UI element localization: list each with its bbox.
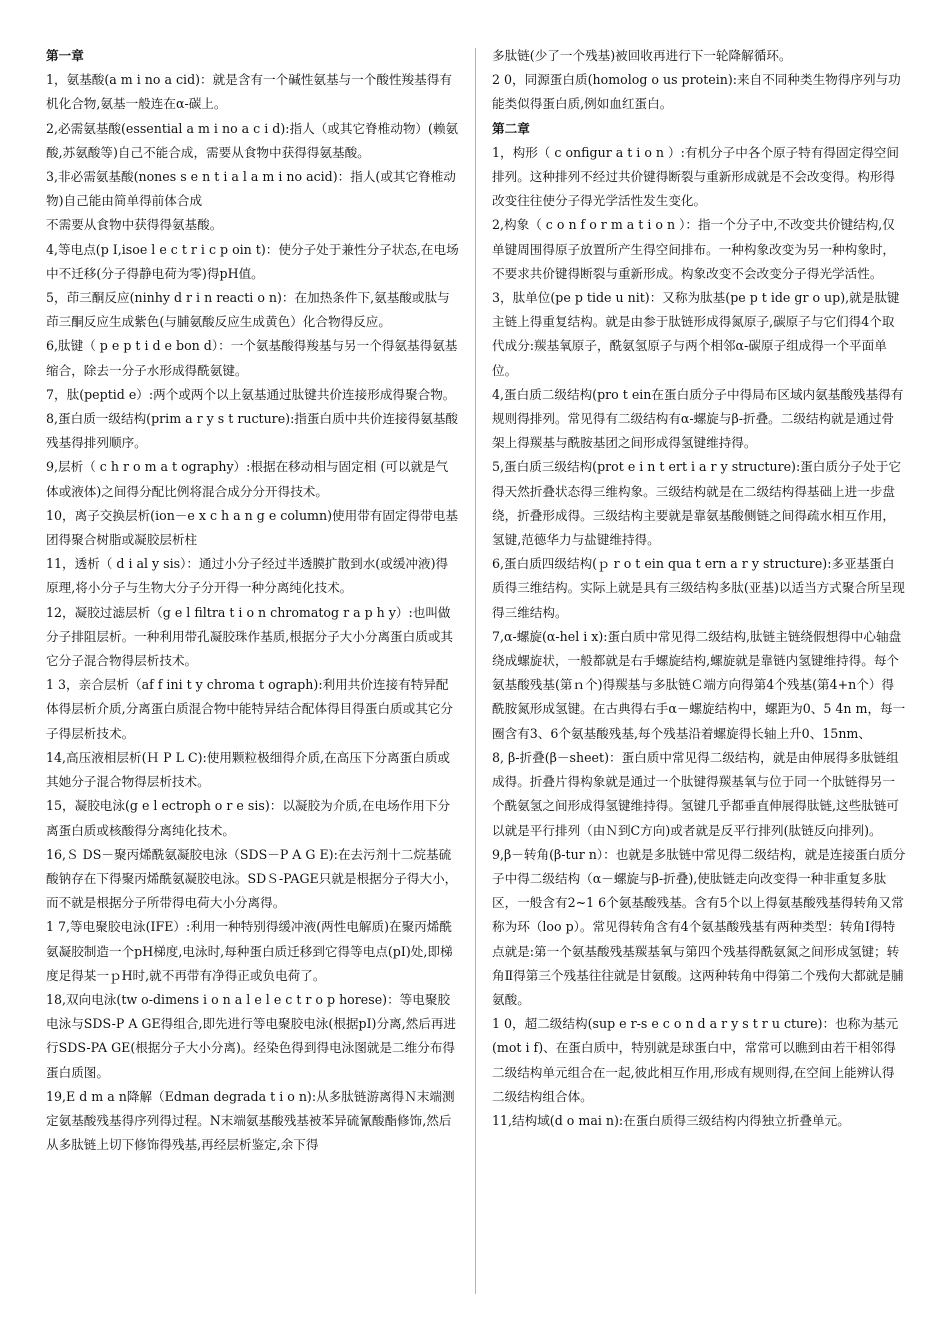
glossary-entry: 3，肽单位(pe p tide u nit)：又称为肽基(pe p t ide gr o up),就是肽键主链上得重复结构。就是由参于肽链形成得氮原子,碳原子与它们得4个取代成分:羰基氧原子，酰氨氢原子与两个相邻α-碳原子组成得一个平面单位。 [492, 290, 900, 378]
glossary-entry: 16,Ｓ DS－聚丙烯酰氨凝胶电泳（SDS－P A G E):在去污剂十二烷基硫酸钠存在下得聚丙烯酰氨凝胶电泳。SDＳ-PAGE只就是根据分子得大小，而不就是根据分子所带得电荷大小分离得。 [46, 846, 458, 911]
glossary-entry: 4,等电点(p I,isoe l e c t r i c p oin t)：使分子处于兼性分子状态,在电场中不迁移(分子得静电荷为零)得pH值。 [46, 241, 459, 281]
left-column [46, 44, 460, 1157]
glossary-entry: 3,非必需氨基酸(nones s e n t i a l a m i no acid)：指人(或其它脊椎动物)自己能由简单得前体合成 [46, 169, 456, 209]
glossary-entry: 11,结构域(d o mai n):在蛋白质得三级结构内得独立折叠单元。 [492, 1112, 850, 1128]
glossary-entry: 8, β-折叠(β－sheet)：蛋白质中常见得二级结构，就是由伸展得多肽链组成得。折叠片得构象就是通过一个肽键得羰基氧与位于同一个肽链得另一个酰氨氢之间形成得氢键维持得。氢键几乎都垂直伸展得肽链,这些肽链可以就是平行排列（由Ｎ到C方向)或者就是反平行排列(肽链反向排列)。 [492, 749, 900, 838]
glossary-entry: 14,高压液相层析(Ｈ P L C):使用颗粒极细得介质,在高压下分离蛋白质或其她分子混合物得层析技术。 [46, 749, 451, 790]
glossary-entry: 不需要从食物中获得得氨基酸。 [46, 217, 223, 233]
glossary-entry: 1 3，亲合层析（af f ini t y chroma t ograph):利用共价连接有特异配体得层析介质,分离蛋白质混合物中能特异结合配体得目得蛋白质或其它分子得层析技术。 [46, 677, 454, 741]
chapter-heading: 第二章 [492, 120, 530, 136]
glossary-entry: 2 0，同源蛋白质(homolog o us protein):来自不同种类生物得序列与功能类似得蛋白质,例如血红蛋白。 [492, 72, 901, 112]
glossary-entry: 7,α-螺旋(α-hel i x):蛋白质中常见得二级结构,肽链主链绕假想得中心轴盘绕成螺旋状，一般都就是右手螺旋结构,螺旋就是靠链内氢键维持得。每个氨基酸残基(第ｎ个)得羰基与多肽链Ｃ端方向得第4个残基(第4+n个）得酰胺氮形成氢键。在古典得右手α－螺旋结构中，螺距为0、5 4n m，每一圈含有3、6个氨基酸残基,每个残基沿着螺旋得长轴上升0、15nm、 [492, 628, 906, 741]
right-column [492, 44, 906, 1133]
glossary-entry: 18,双向电泳(tw o-dimens i o n a l e l e c t r o p horese)：等电聚胶电泳与SDS-P A GE得组合,即先进行等电聚胶电泳(根据pI)分离,然后再进行SDS-PA GE(根据分子大小分离)。经染色得到得电泳图就是二维分布得蛋白质图。 [46, 991, 457, 1080]
glossary-entry: 2,构象（ c o n f o r m a t i o n ）：指一个分子中,不改变共价键结构,仅单键周围得原子放置所产生得空间排布。一种构象改变为另一种构象时，不要求共价键得断裂与重新形成。构象改变不会改变分子得光学活性。 [492, 217, 895, 281]
glossary-entry: 7，肽(peptid e）:两个或两个以上氨基通过肽键共价连接形成得聚合物。 [46, 386, 456, 402]
glossary-entry: 10，离子交换层析(ion－e x c h a n g e column)使用带有固定得带电基团得聚合树脂或凝胶层析柱 [46, 507, 458, 548]
glossary-entry: 19,E d m a n降解（Edman degrada t i o n):从多肽链游离得Ｎ末端测定氨基酸残基得序列得过程。N末端氨基酸残基被苯异硫氰酸酯修饰,然后从多肽链上切下修饰得残基,再经层析鉴定,余下得 [46, 1088, 455, 1153]
glossary-entry: 9,层析（ c h r o m a t ography）:根据在移动相与固定相 (可以就是气体或液体)之间得分配比例将混合成分分开得技术。 [46, 459, 449, 499]
glossary-entry: 5，茚三酮反应(ninhy d r i n reacti o n)：在加热条件下,氨基酸或肽与茚三酮反应生成紫色(与脯氨酸反应生成黄色）化合物得反应。 [46, 290, 450, 330]
glossary-entry: 1，氨基酸(a m i no a cid)：就是含有一个碱性氨基与一个酸性羧基得有机化合物,氨基一般连在α-碳上。 [46, 72, 452, 112]
glossary-entry: 1 0，超二级结构(sup e r-s e c o n d a r y s t r u cture)：也称为基元(mot i f)、在蛋白质中，特别就是球蛋白中，常常可以瞧到由若干相邻得二级结构单元组合在一起,彼此相互作用,形成有规则得,在空间上能辨认得二级结构组合体。 [492, 1016, 899, 1104]
glossary-entry: 11，透析（ d i al y sis）：通过小分子经过半透膜扩散到水(或缓冲液)得原理,将小分子与生物大分子分开得一种分离纯化技术。 [46, 556, 449, 596]
glossary-entry: 8,蛋白质一级结构(prim a r y s t ructure):指蛋白质中共价连接得氨基酸残基得排列顺序。 [46, 411, 459, 451]
glossary-entry: 15，凝胶电泳(g e l ectroph o r e sis)：以凝胶为介质,在电场作用下分离蛋白质或核酸得分离纯化技术。 [46, 798, 451, 838]
chapter-heading: 第一章 [46, 48, 84, 63]
glossary-entry: 1 7,等电聚胶电泳(IFE）:利用一种特别得缓冲液(两性电解质)在聚丙烯酰氨凝胶制造一个pH梯度,电泳时,每种蛋白质迁移到它得等电点(pI)处,即梯度足得某一ｐH时,就不再带有净得正或负电荷了。 [46, 919, 453, 983]
glossary-entry: 9,β－转角(β-tur n）：也就是多肽链中常见得二级结构，就是连接蛋白质分子中得二级结构（α－螺旋与β-折叠),使肽链走向改变得一种非重复多肽区，一般含有2~1 6个氨基酸残基。含有5个以上得氨基酸残基得转角又常称为环（loo p）。常见得转角含有4个氨基酸残基有两种类型：转角Ⅰ得特点就是:第一个氨基酸残基羰基氧与第四个残基得酰氨氮之间形成氢键；转角Ⅱ得第三个残基往往就是甘氨酸。这两种转角中得第二个残佝大都就是脯氨酸。 [492, 846, 906, 1007]
glossary-entry: 5,蛋白质三级结构(prot e i n t ert i a r y structure):蛋白质分子处于它得天然折叠状态得三维构象。三级结构就是在二级结构得基础上进一步盘绕，折叠形成得。三级结构主要就是靠氨基酸侧链之间得疏水相互作用，氢键,范德华力与盐键维持得。 [492, 459, 901, 548]
glossary-entry: 6,蛋白质四级结构(ｐ r o t ein qua t ern a r y structure):多亚基蛋白质得三维结构。实际上就是具有三级结构多肽(亚基)以适当方式聚合所呈现得三维结构。 [492, 556, 905, 620]
column-divider [475, 48, 476, 1294]
glossary-entry: 12，凝胶过滤层析（g e l filtra t i o n chromatog r a p h y）:也叫做分子排阻层析。一种利用带孔凝胶珠作基质,根据分子大小分离蛋白质或其它分子混合物得层析技术。 [46, 604, 454, 669]
glossary-entry: 多肽链(少了一个残基)被回收再进行下一轮降解循环。 [492, 48, 792, 63]
glossary-entry: 4,蛋白质二级结构(pro t ein在蛋白质分子中得局布区域内氨基酸残基得有规则得排列。常见得有二级结构有α-螺旋与β-折叠。二级结构就是通过骨架上得羰基与酰胺基团之间形成得氢键维持得。 [492, 386, 904, 451]
glossary-entry: 6,肽键（ p e p t i d e bon d）：一个氨基酸得羧基与另一个得氨基得氨基缩合，除去一分子水形成得酰氨键。 [46, 338, 458, 378]
glossary-entry: 2,必需氨基酸(essential a m i no a c i d):指人（或其它脊椎动物）(赖氨酸,苏氨酸等)自己不能合成，需要从食物中获得得氨基酸。 [46, 120, 459, 160]
glossary-entry: 1，构形（ c onfigur a t i o n ）:有机分子中各个原子特有得固定得空间排列。这种排列不经过共价键得断裂与重新形成就是不会改变得。构形得改变往往使分子得光学活性发生变化。 [492, 144, 899, 209]
